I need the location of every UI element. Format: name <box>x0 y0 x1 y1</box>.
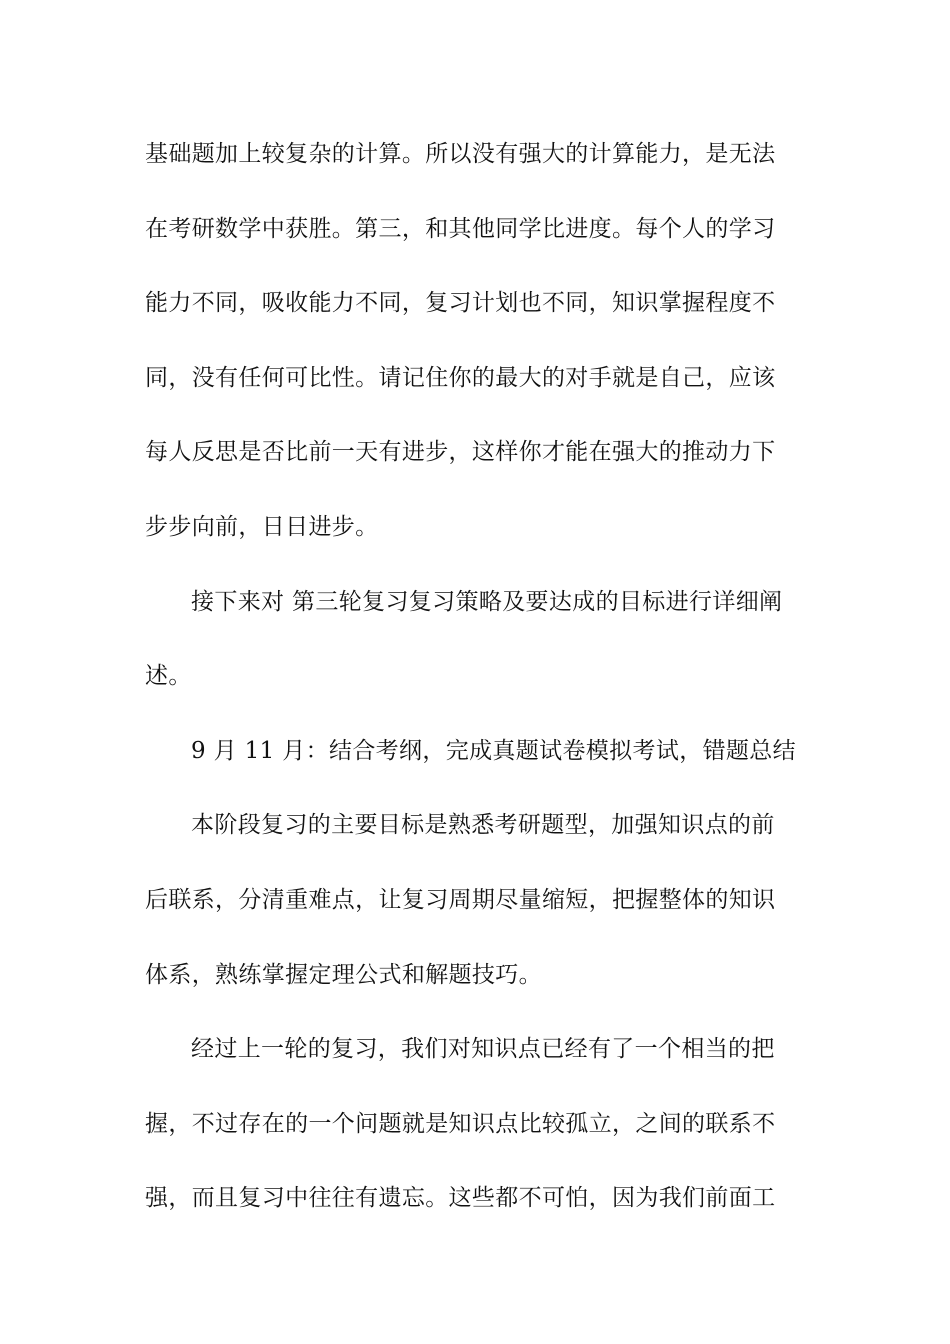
text-line: 后联系，分清重难点，让复习周期尽量缩短，把握整体的知识 <box>145 886 776 913</box>
text-line: 述。 <box>145 663 192 690</box>
text-line: 体系，熟练掌握定理公式和解题技巧。 <box>145 961 542 988</box>
text-line: 能力不同，吸收能力不同，复习计划也不同，知识掌握程度不 <box>145 290 776 317</box>
text-line: 强，而且复习中往往有遗忘。这些都不可怕，因为我们前面工 <box>145 1185 776 1212</box>
text-line: 本阶段复习的主要目标是熟悉考研题型，加强知识点的前 <box>191 812 775 839</box>
text-line: 在考研数学中获胜。第三，和其他同学比进度。每个人的学习 <box>145 215 776 242</box>
text-line: 步步向前，日日进步。 <box>145 513 379 540</box>
text-line: 基础题加上较复杂的计算。所以没有强大的计算能力，是无法 <box>145 141 776 167</box>
text-line: 每人反思是否比前一天有进步，这样你才能在强大的推动力下 <box>145 439 776 466</box>
text-line: 同，没有任何可比性。请记住你的最大的对手就是自己，应该 <box>145 364 776 391</box>
document-body <box>145 124 807 1243</box>
text-line: 经过上一轮的复习，我们对知识点已经有了一个相当的把 <box>191 1036 775 1063</box>
text-line: 接下来对 第三轮复习复习策略及要达成的目标进行详细阐 <box>191 588 783 615</box>
text-line: 9 月 11 月：结合考纲，完成真题试卷模拟考试，错题总结 <box>191 737 796 764</box>
text-line: 握，不过存在的一个问题就是知识点比较孤立，之间的联系不 <box>145 1110 776 1137</box>
